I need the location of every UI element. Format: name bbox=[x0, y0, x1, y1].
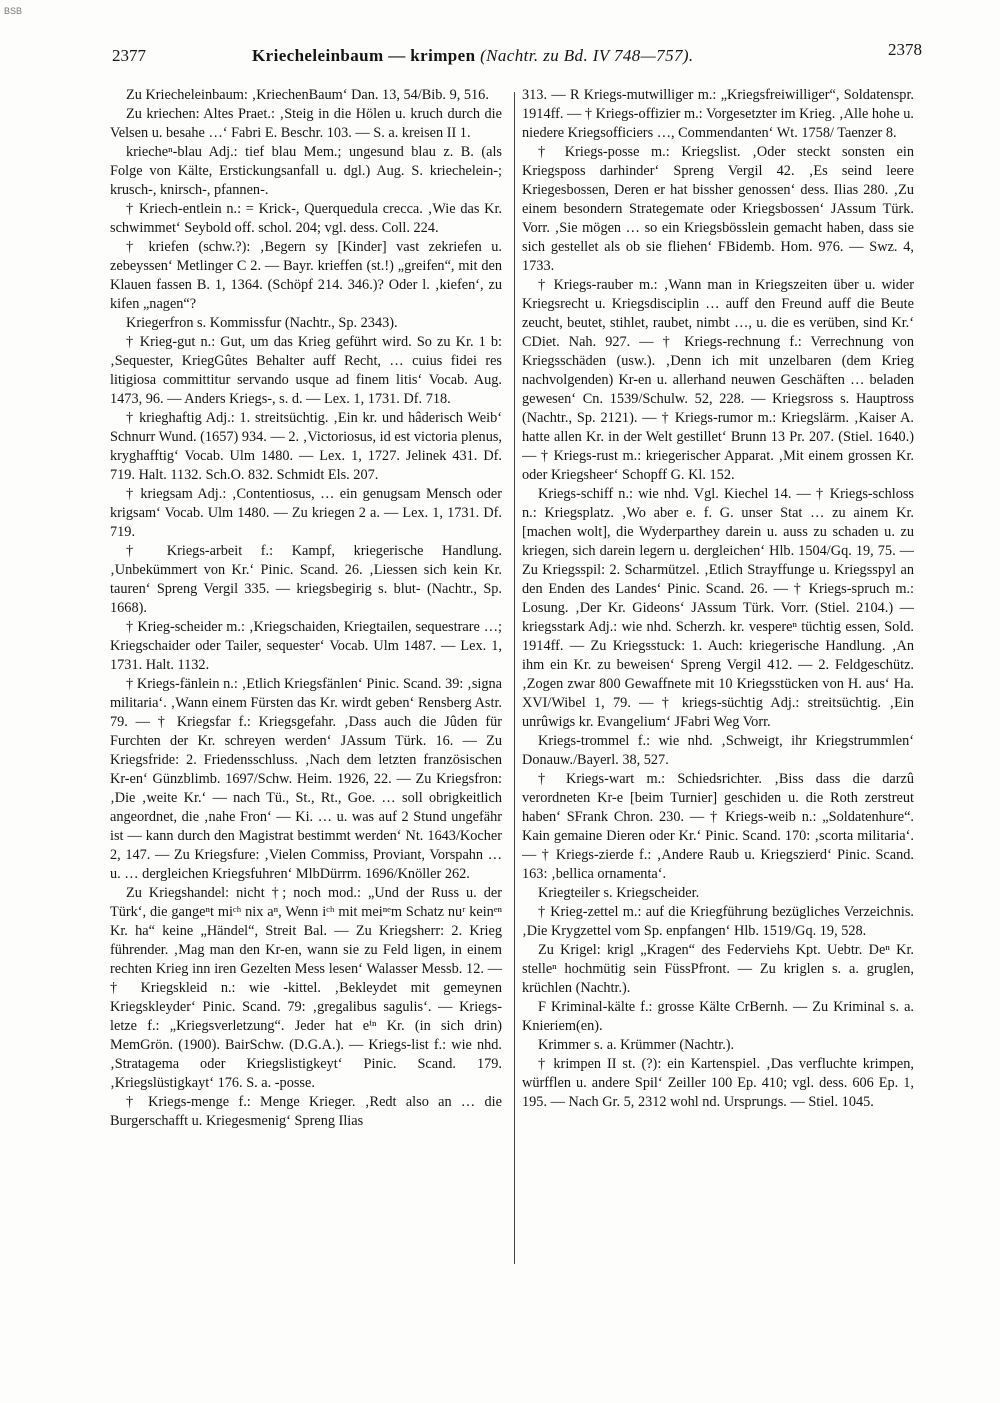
entry: † Kriegs-wart m.: Schiedsrichter. ‚Biss dass die darzû verordneten Kr-e [beim Turnier] geschiden u. die Roth zerstreut haben‘ SFrank Chron. 230. — † Kriegs-weib n.: „Soldatenhure“. Kain gemaine Dieren oder Kr.‘ Pinic. Scand. 170: ‚scorta militaria‘. — † Kriegs-zierde f.: ‚Andere Raub u. Kriegszierd‘ Pinic. Scand. 163: ‚bellica ornamenta‘. bbox=[522, 771, 914, 882]
column-divider bbox=[514, 92, 515, 1264]
entry: † Krieg-zettel m.: auf die Kriegführung bezügliches Verzeichnis. ‚Die Krygzettel vom Sp. enpfangen‘ Hlb. 1519/Gq. 19, 528. bbox=[522, 904, 914, 939]
page-header bbox=[112, 40, 922, 70]
running-title-main: Kriecheleinbaum — krimpen bbox=[252, 46, 476, 65]
entry: Kriegs-trommel f.: wie nhd. ‚Schweigt, ihr Kriegstrummlen‘ Donauw./Bayerl. 38, 527. bbox=[522, 733, 914, 768]
left-column bbox=[110, 86, 502, 1286]
entry: Kriegs-schiff n.: wie nhd. Vgl. Kiechel 14. — † Kriegs-schloss n.: Kriegsplatz. ‚Wo aber e. f. G. unser Stat … zu ainem Kr. [machen wolt], die Wyderparthey darein u. auss zu schaden u. zu kriegen, sich darein legern u. dergleichen‘ Hlb. 1504/Gq. 19, 75. — Zu Kriegsspil: 2. Scharmützel. ‚Etlich Strayffunge u. Kriegsspyl an den Enden des Landes‘ Pinic. Scand. 26. — † Kriegs-spruch m.: Losung. ‚Der Kr. Gideons‘ JAssum Türk. Vorr. (Stiel. 2104.) — kriegsstark Adj.: wie nhd. Scherzh. kr. vespereⁿ tüchtig essen, Sold. 1914ff. — Zu Kriegsstuck: 1. Auch: kriegerische Handlung. ‚An ihm ein Kr. zu beweisen‘ Spreng Vergil 412. — 2. Feldgeschütz. ‚Zogen zwar 800 Gewaffnete mit 10 Kriegsstücken von H. aus‘ Ha. XVI/Wibel 1, 79. — † kriegs-süchtig Adj.: streitsüchtig. ‚Ein unrûwigs kr. Evangelium‘ JFabri Weg Vorr. bbox=[522, 486, 914, 730]
entry: Kriegerfron s. Kommissfur (Nachtr., Sp. 2343). bbox=[126, 315, 398, 331]
right-column bbox=[522, 86, 914, 1286]
entry: Zu kriechen: Altes Praet.: ‚Steig in die Hölen u. kruch durch die Velsen u. besahe …‘ Fabri E. Beschr. 103. — S. a. kreisen II 1. bbox=[110, 106, 502, 141]
entry: † Kriech-entlein n.: = Krick-, Querquedula crecca. ‚Wie das Kr. schwimmet‘ Seybold off. schol. 204; vgl. dess. Coll. 224. bbox=[110, 201, 502, 236]
library-stamp: BSB bbox=[4, 6, 23, 16]
entry: F Kriminal-kälte f.: grosse Kälte CrBernh. — Zu Kriminal s. a. Knieriem(en). bbox=[522, 999, 914, 1034]
entry: † krieghaftig Adj.: 1. streitsüchtig. ‚Ein kr. und hâderisch Weib‘ Schnurr Wund. (1657) 934. — 2. ‚Victoriosus, id est victoria plenus, kryghafftig‘ Vocab. Ulm 1480. — Lex. 1, 1727. Jelinek 431. Df. 719. Halt. 1132. Sch.O. 832. Schmidt Els. 207. bbox=[110, 410, 502, 483]
entry: 313. — R Kriegs-mutwilliger m.: „Kriegsfreiwilliger“, Soldatenspr. 1914ff. — † Kriegs-offizier m.: Vorgesetzter im Krieg. ‚Alle hohe u. niedere Kriegsofficiers …, Commendanten‘ Wt. 1758/ Taenzer 8. bbox=[522, 87, 914, 141]
entry: † krimpen II st. (?): ein Kartenspiel. ‚Das verfluchte krimpen, würfflen u. andere Spil‘ Zeiller 100 Ep. 410; vgl. dess. 606 Ep. 1, 195. — Nach Gr. 5, 2312 wohl nd. Ursprungs. — Stiel. 1045. bbox=[522, 1056, 914, 1110]
entry: † Krieg-gut n.: Gut, um das Krieg geführt wird. So zu Kr. 1 b: ‚Sequester, KriegGûtes Behalter auff Recht, … cuius fidei res litigiosa committitur servando usque ad finem litis‘ Vocab. Aug. 1473, 96. — Anders Kriegs-, s. d. — Lex. 1, 1731. Df. 718. bbox=[110, 334, 502, 407]
entry: Zu Kriegshandel: nicht †; noch mod.: „Und der Russ u. der Türk‘, die gangeⁿt miᶜʰ nix aⁿ, Wenn iᶜʰ mit meiⁿᵉm Schatz nuʳ keinᵉⁿ Kr. ha“ keine „Händel“, Streit Bal. — Zu Kriegsherr: 2. Krieg führender. ‚Mag man den Kr-en, wann sie zu Feld ligen, in einem rechten Krieg inn iren Gezelten Mess lesen‘ Walasser Messb. 12. — † Kriegskleid n.: wie -kittel. ‚Bekleydet mit gemeynen Kriegskleyder‘ Pinic. Scand. 79: ‚gregalibus sagulis‘. — Kriegs-letze f.: „Kriegsverletzung“. Jeder hat eⁱⁿ Kr. (in sich drin) MemGrön. (1900). BairSchw. (D.G.A.). — Kriegs-list f.: wie nhd. ‚Stratagema oder Kriegslistigkeyt‘ Pinic. Scand. 179. ‚Kriegslüstigkayt‘ 176. S. a. -posse. bbox=[110, 885, 502, 1091]
entry: Kriegteiler s. Kriegscheider. bbox=[538, 885, 700, 901]
entry: Zu Kriecheleinbaum: ‚KriechenBaum‘ Dan. 13, 54/Bib. 9, 516. bbox=[126, 87, 489, 103]
entry: † kriegsam Adj.: ‚Contentiosus, … ein genugsam Mensch oder krigsam‘ Vocab. Ulm 1480. — Zu kriegen 2 a. — Lex. 1, 1731. Df. 719. bbox=[110, 486, 502, 540]
page-number-left: 2377 bbox=[112, 46, 146, 65]
entry: † Kriegs-rauber m.: ‚Wann man in Kriegszeiten über u. wider Kriegsrecht u. Kriegsdisciplin … auff den Freund auff die Beute zeucht, beutet, stihlet, raubet, nimbt …, u. die es verüben, sind Kr.‘ CDiet. Nah. 927. — † Kriegs-rechnung f.: Verrechnung von Kriegsschäden (usw.). ‚Denn ich mit unzelbaren (dem Krieg nachvolgenden) Kr-en u. allerhand neuwen Geschäften … beladen gewesen‘ Cn. 1539/Schulw. 52, 228. — Kriegsross s. Hauptross (Nachtr., Sp. 2121). — † Kriegs-rumor m.: Kriegslärm. ‚Kaiser A. hatte allen Kr. in der Welt gestillet‘ Brunn 13 Pr. 207. (Stiel. 1640.) — † Kriegs-rust m.: kriegerischer Apparat. ‚Mit einem grossen Kr. oder Kriegsheer‘ Schopff G. Kl. 152. bbox=[522, 277, 914, 483]
entry: † Kriegs-arbeit f.: Kampf, kriegerische Handlung. ‚Unbekümmert von Kr.‘ Pinic. Scand. 26. ‚Liessen sich kein Kr. tauren‘ Spreng Vergil 335. — kriegsbegirig s. blut- (Nachtr., Sp. 1668). bbox=[110, 543, 502, 616]
running-title bbox=[252, 46, 694, 66]
entry: † Kriegs-fänlein n.: ‚Etlich Kriegsfänlen‘ Pinic. Scand. 39: ‚signa militaria‘. ‚Wann einem Fürsten das Kr. wirdt geben‘ Rensberg Astr. 79. — † Kriegsfar f.: Kriegsgefahr. ‚Dass auch die Jûden für Furchten der Kr. schreyen werden‘ JAssum Türk. 16. — Zu Kriegsfride: 2. Friedensschluss. ‚Nach dem letzten französischen Kr-en‘ Günzblimb. 1697/Schw. Heim. 1926, 22. — Zu Kriegsfron: ‚Die ‚weite Kr.‘ — nach Tü., St., Rt., Goe. … soll obrigkeitlich angeordnet, die ‚nahe Fron‘ — Ki. … u. was auf 2 Stund ungefähr ist — kann durch den Magistrat bestimmt werden‘ Nt. 1643/Kocher 2, 147. — Zu Kriegsfure: ‚Vielen Commiss, Proviant, Vorspahn … u. … dergleichen Kriegsfuhren‘ MlbDürrm. 1696/Knöller 262. bbox=[110, 676, 502, 882]
entry: Zu Krigel: krigl „Kragen“ des Federviehs Kpt. Uebtr. Deⁿ Kr. stelleⁿ hochmütig sein FüssPfront. — Zu kriglen s. a. gruglen, krüchlen (Nachtr.). bbox=[522, 942, 914, 996]
entry: † Kriegs-menge f.: Menge Krieger. ‚Redt also an … die Burgerschafft u. Kriegesmenig‘ Spreng Ilias bbox=[110, 1094, 502, 1129]
entry: † kriefen (schw.?): ‚Begern sy [Kinder] vast zekriefen u. zebeyssen‘ Metlinger C 2. — Bayr. krieffen (st.!) „greifen“, mit den Klauen fassen B. 1, 1364. (Schöpf 214. 346.)? Oder l. ‚kiefen‘, zu kifen „nagen“? bbox=[110, 239, 502, 312]
entry: Krimmer s. a. Krümmer (Nachtr.). bbox=[538, 1037, 735, 1053]
entry: † Kriegs-posse m.: Kriegslist. ‚Oder steckt sonsten ein Kriegsposs darhinder‘ Spreng Vergil 42. ‚Es seind leere Kriegesbossen, Deren er hat bissher genossen‘ dess. Ilias 280. ‚Zu einem besondern Strategemate oder Kriegsbossen‘ JAssum Türk. Vorr. ‚Sie mögen … so ein Kriegsbösslein gemacht haben, dass sie sich gestellet als ob sie fliehen‘ FBidemb. Hom. 976. — Swz. 4, 1733. bbox=[522, 144, 914, 274]
entry: kriecheⁿ-blau Adj.: tief blau Mem.; ungesund blau z. B. (als Folge von Kälte, Erstickungsanfall u. dgl.) Aug. S. kriechelein-; krusch-, knirsch-, pfannen-. bbox=[110, 144, 502, 198]
running-title-note: (Nachtr. zu Bd. IV 748—757). bbox=[480, 46, 694, 65]
entry: † Krieg-scheider m.: ‚Kriegschaiden, Kriegtailen, sequestrare …; Kriegschaider oder Tailer, sequester‘ Vocab. Ulm 1487. — Lex. 1, 1731. Halt. 1132. bbox=[110, 619, 502, 673]
page-number-right: 2378 bbox=[888, 40, 922, 59]
